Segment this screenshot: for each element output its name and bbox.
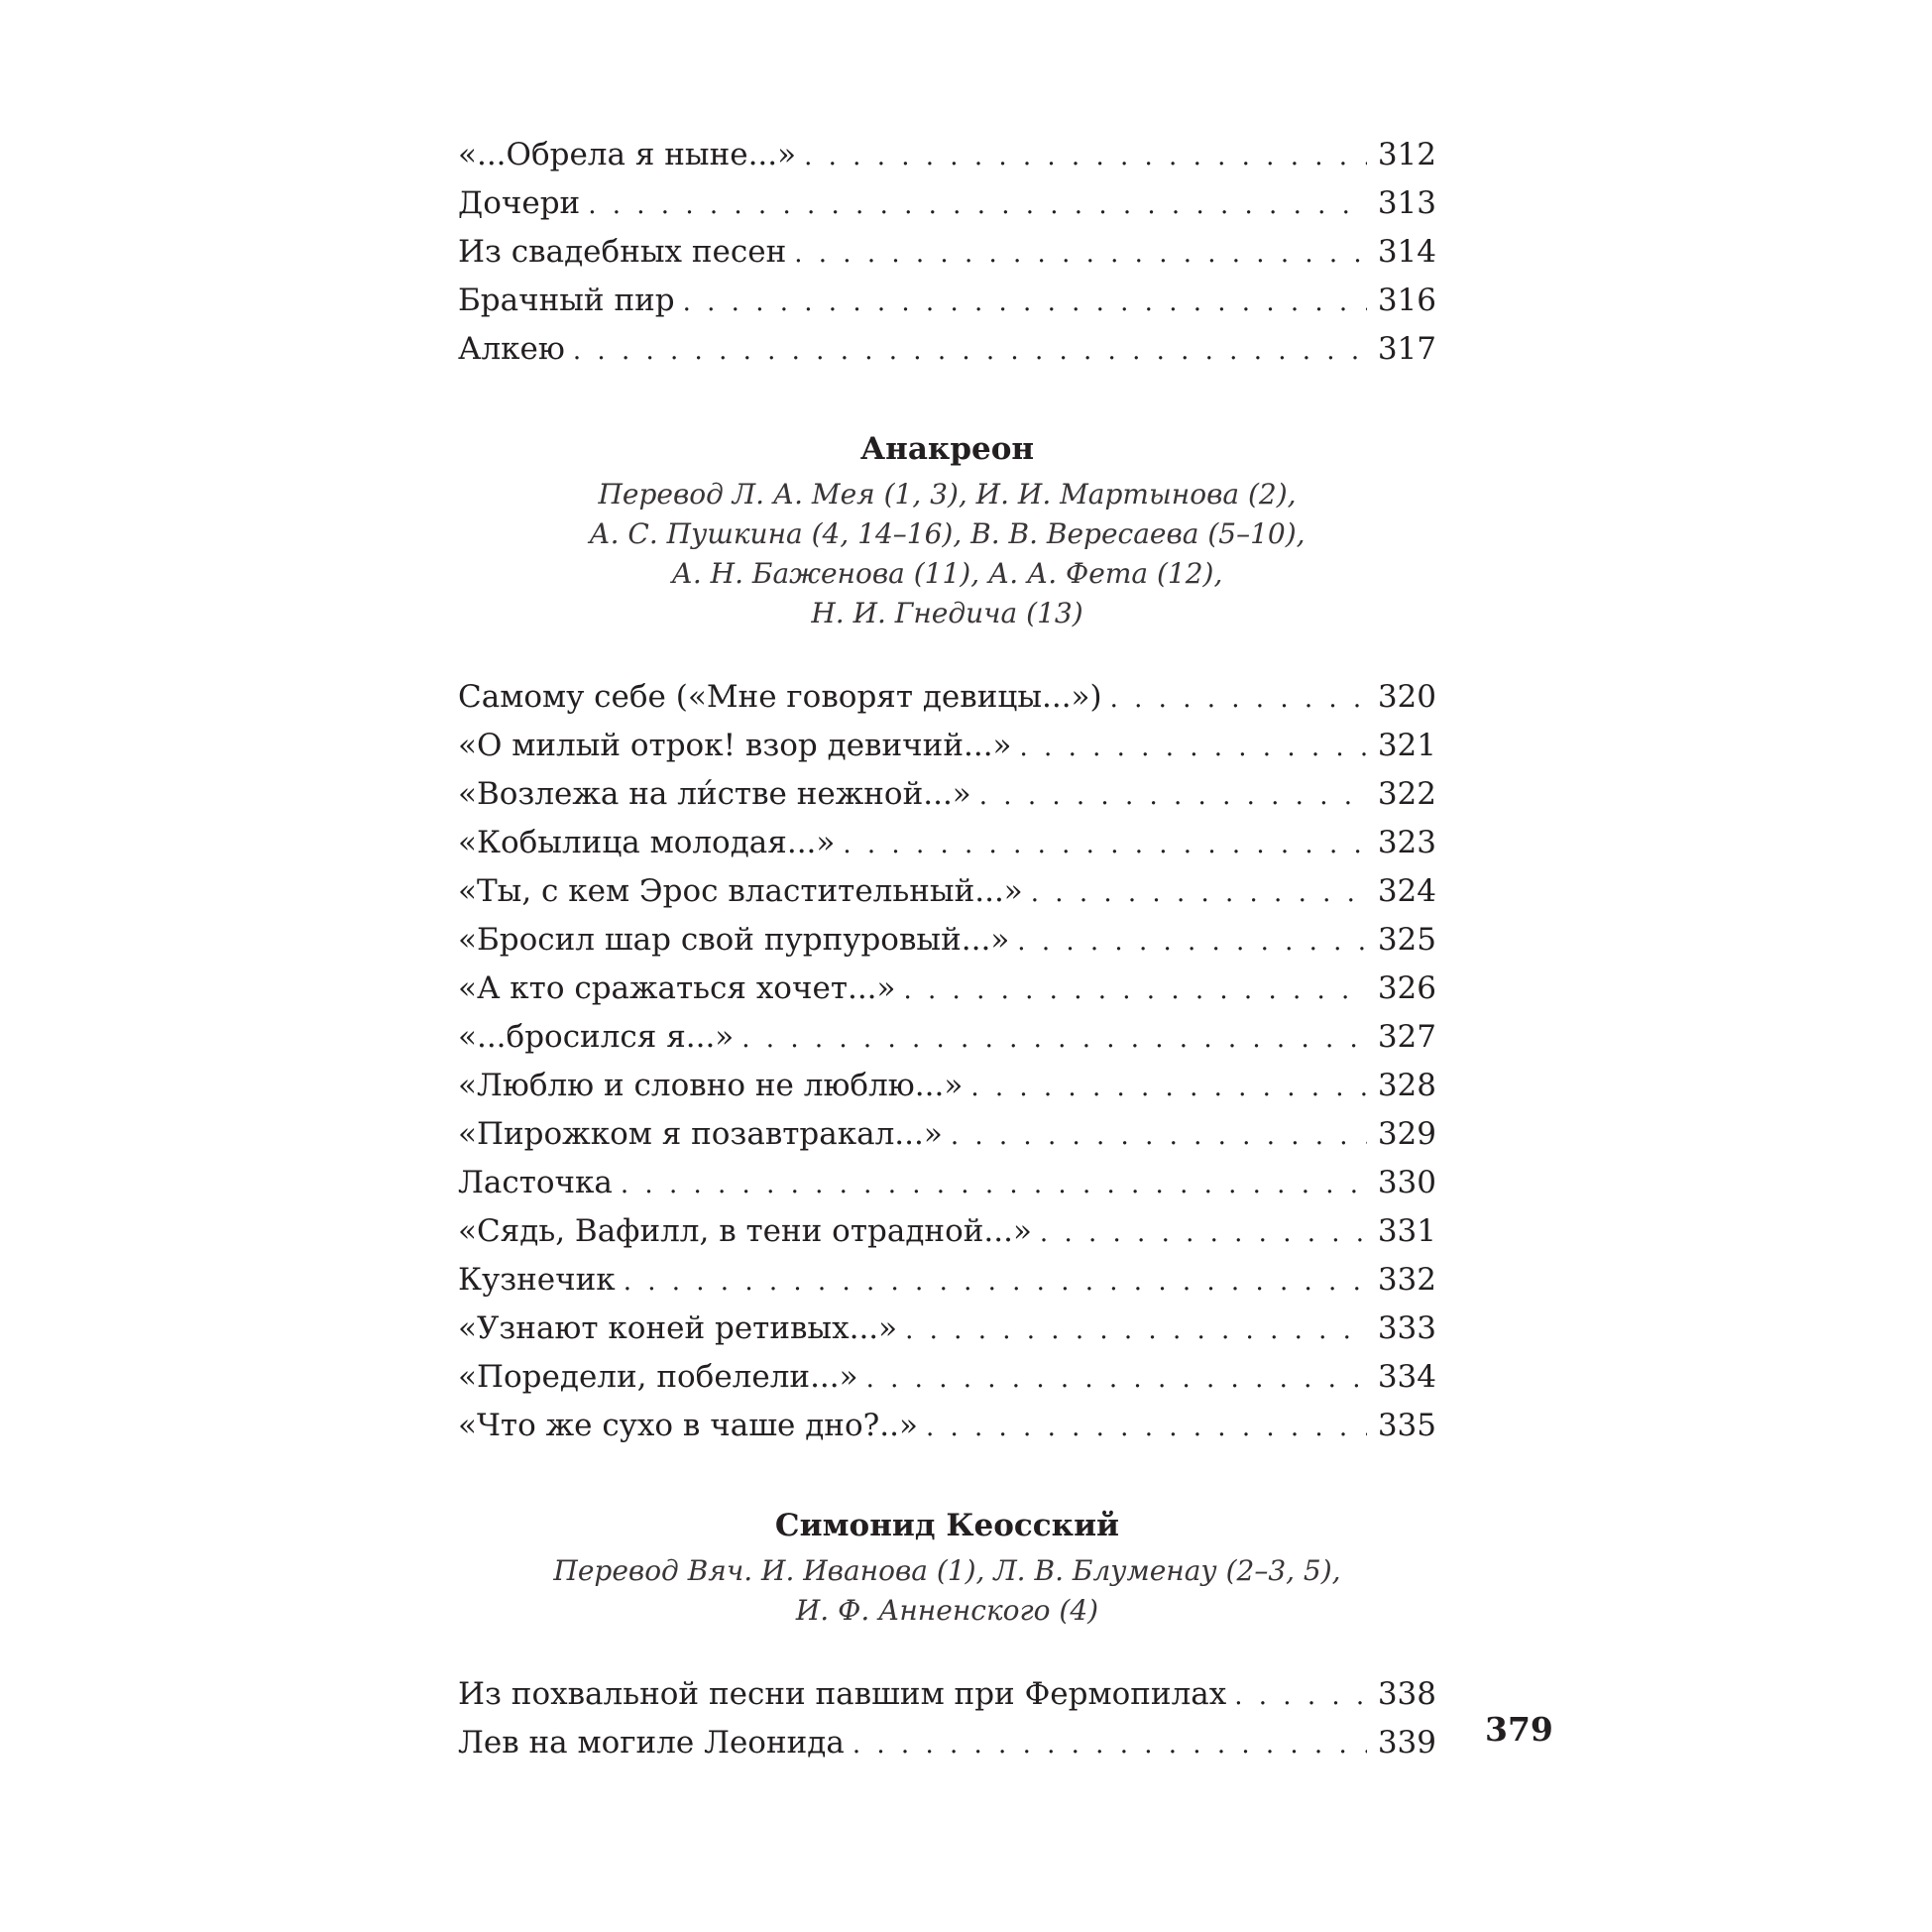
toc-entry[interactable] (458, 1670, 1436, 1719)
toc-entry[interactable] (458, 277, 1436, 325)
section-anacreon (458, 429, 1436, 1450)
dot-leader (852, 1721, 1367, 1769)
translator-line: Перевод Л. А. Мея (1, 3), И. И. Мартынова (2), (598, 478, 1297, 511)
toc-entry-title: Из свадебных песен (458, 234, 787, 270)
toc-entry-page: 331 (1377, 1213, 1436, 1249)
toc-entry-page: 320 (1377, 679, 1436, 715)
toc-entry-title: «Кобылица молодая...» (458, 825, 836, 860)
toc-entry[interactable] (458, 131, 1436, 179)
toc-entry[interactable] (458, 867, 1436, 916)
toc-entry-page: 316 (1377, 283, 1436, 318)
dot-leader (1234, 1672, 1367, 1721)
translator-line: Перевод Вяч. И. Иванова (1), Л. В. Блуменау (2–3, 5), (553, 1554, 1341, 1587)
dot-leader (804, 133, 1367, 181)
dot-leader (794, 230, 1367, 279)
toc-entry-title: Лев на могиле Леонида (458, 1725, 845, 1761)
toc-entry[interactable] (458, 1256, 1436, 1305)
toc-entry-page: 325 (1377, 922, 1436, 958)
toc-entry-title: «...бросился я...» (458, 1019, 735, 1055)
toc-entry-title: Кузнечик (458, 1262, 616, 1298)
toc-entry-page: 313 (1377, 185, 1436, 221)
toc-entry[interactable] (458, 179, 1436, 228)
toc-entry-title: «Поредели, побелели...» (458, 1359, 858, 1395)
dot-leader (866, 1355, 1367, 1404)
toc-entry[interactable] (458, 1719, 1436, 1767)
translator-line: А. Н. Баженова (11), А. А. Фета (12), (671, 557, 1223, 590)
toc-entry-page: 317 (1377, 331, 1436, 367)
toc-entry-page: 328 (1377, 1068, 1436, 1103)
toc-entry-page: 324 (1377, 873, 1436, 909)
toc-entry-page: 333 (1377, 1310, 1436, 1346)
dot-leader (573, 327, 1367, 376)
translator-line: И. Ф. Анненского (4) (795, 1594, 1099, 1627)
dot-leader (926, 1404, 1367, 1452)
dot-leader (1040, 1209, 1367, 1258)
toc-list-anacreon (458, 673, 1436, 1450)
toc-entry-title: Брачный пир (458, 283, 675, 318)
toc-entry[interactable] (458, 1402, 1436, 1450)
toc-entry[interactable] (458, 819, 1436, 867)
toc-entry[interactable] (458, 770, 1436, 819)
toc-entry-title: «Ты, с кем Эрос властительный...» (458, 873, 1023, 909)
dot-leader (588, 181, 1367, 230)
translator-line: Н. И. Гнедича (13) (811, 597, 1083, 629)
dot-leader (624, 1258, 1367, 1307)
toc-entry-title: «Люблю и словно не люблю...» (458, 1068, 964, 1103)
dot-leader (1110, 675, 1367, 724)
toc-entry[interactable] (458, 1110, 1436, 1159)
toc-entry-title: Ласточка (458, 1165, 613, 1200)
toc-entry-page: 323 (1377, 825, 1436, 860)
translator-line: А. С. Пушкина (4, 14–16), В. В. Вересаева (5–10), (589, 517, 1306, 550)
toc-entry-page: 327 (1377, 1019, 1436, 1055)
translator-credits (458, 475, 1436, 633)
dot-leader (843, 821, 1367, 869)
toc-entry[interactable] (458, 228, 1436, 277)
toc-entry-page: 322 (1377, 776, 1436, 812)
page-number: 379 (1485, 1710, 1553, 1749)
toc-entry-title: «Сядь, Вафилл, в тени отрадной...» (458, 1213, 1032, 1249)
toc-entry-title: «О милый отрок! взор девичий...» (458, 728, 1012, 763)
dot-leader (905, 1307, 1367, 1355)
toc-entry-title: «Возлежа на ли́стве нежной...» (458, 776, 971, 812)
toc-entry-title: Из похвальной песни павшим при Фермопилах (458, 1676, 1227, 1712)
dot-leader (970, 1064, 1367, 1112)
dot-leader (904, 966, 1368, 1015)
author-heading: Анакреон (859, 431, 1035, 467)
toc-entry[interactable] (458, 1353, 1436, 1402)
toc-entry-title: «...Обрела я ныне...» (458, 137, 797, 172)
toc-entry[interactable] (458, 916, 1436, 965)
toc-entry-page: 314 (1377, 234, 1436, 270)
toc-entry-title: Самому себе («Мне говорят девицы...») (458, 679, 1102, 715)
toc-entry-page: 321 (1377, 728, 1436, 763)
toc-entry-page: 339 (1377, 1725, 1436, 1761)
toc-entry-page: 334 (1377, 1359, 1436, 1395)
toc-list-simonides (458, 1670, 1436, 1767)
toc-page (458, 131, 1436, 1767)
dot-leader (951, 1112, 1367, 1161)
toc-list-sappho (458, 131, 1436, 374)
dot-leader (621, 1161, 1367, 1209)
toc-entry-page: 329 (1377, 1116, 1436, 1152)
toc-entry-title: Дочери (458, 185, 581, 221)
toc-entry-title: Алкею (458, 331, 565, 367)
toc-entry[interactable] (458, 965, 1436, 1013)
toc-entry[interactable] (458, 1159, 1436, 1207)
dot-leader (1020, 724, 1367, 772)
toc-entry[interactable] (458, 1305, 1436, 1353)
toc-entry-title: «Узнают коней ретивых...» (458, 1310, 898, 1346)
toc-entry[interactable] (458, 673, 1436, 722)
dot-leader (741, 1015, 1367, 1064)
toc-entry[interactable] (458, 1062, 1436, 1110)
toc-entry-page: 312 (1377, 137, 1436, 172)
toc-entry-title: «А кто сражаться хочет...» (458, 970, 896, 1006)
dot-leader (683, 279, 1367, 327)
toc-entry-page: 332 (1377, 1262, 1436, 1298)
toc-entry-title: «Что же сухо в чаше дно?..» (458, 1408, 918, 1443)
toc-entry-page: 338 (1377, 1676, 1436, 1712)
toc-entry[interactable] (458, 1013, 1436, 1062)
translator-credits (458, 1551, 1436, 1631)
section-simonides (458, 1506, 1436, 1767)
toc-entry-page: 326 (1377, 970, 1436, 1006)
toc-entry[interactable] (458, 722, 1436, 770)
toc-entry-title: «Пирожком я позавтракал...» (458, 1116, 943, 1152)
dot-leader (1031, 869, 1367, 918)
toc-entry[interactable] (458, 1207, 1436, 1256)
toc-entry-page: 335 (1377, 1408, 1436, 1443)
toc-entry[interactable] (458, 325, 1436, 374)
author-heading: Симонид Кеосский (774, 1508, 1120, 1543)
dot-leader (1017, 918, 1367, 966)
toc-entry-page: 330 (1377, 1165, 1436, 1200)
dot-leader (979, 772, 1367, 821)
toc-entry-title: «Бросил шар свой пурпуровый...» (458, 922, 1010, 958)
